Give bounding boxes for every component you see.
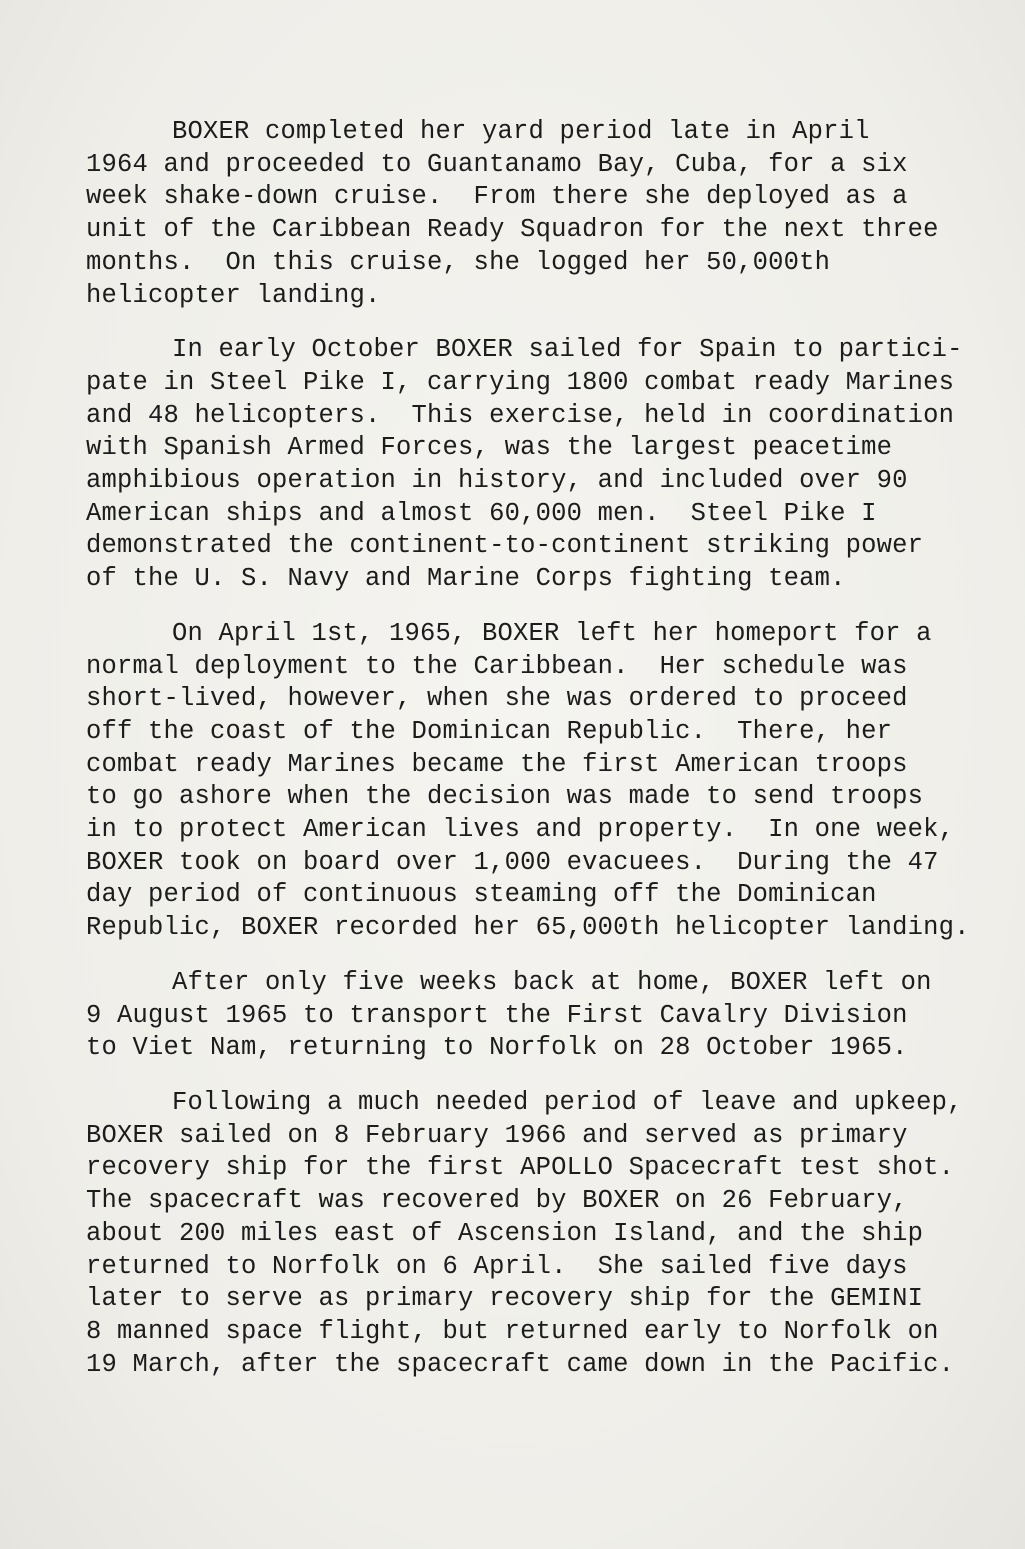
paragraph-shakedown	[86, 116, 1011, 312]
text-line: with Spanish Armed Forces, was the largest peacetime	[86, 433, 893, 463]
text-line: combat ready Marines became the first American troops	[86, 749, 908, 779]
paragraph-apollo-gemini	[86, 1087, 1011, 1381]
text-line: Following a much needed period of leave and upkeep,	[172, 1087, 963, 1117]
text-line: months. On this cruise, she logged her 50,000th	[86, 247, 831, 277]
text-line: in to protect American lives and property. In one week,	[86, 815, 955, 845]
text-line: off the coast of the Dominican Republic. There, her	[86, 716, 893, 746]
paragraph-viet-nam	[86, 967, 1011, 1065]
text-line: to Viet Nam, returning to Norfolk on 28 October 1965.	[86, 1033, 908, 1063]
text-line: normal deployment to the Caribbean. Her schedule was	[86, 651, 908, 681]
text-line: American ships and almost 60,000 men. Steel Pike I	[86, 498, 877, 528]
text-line: helicopter landing.	[86, 280, 381, 310]
text-line: short-lived, however, when she was ordered to proceed	[86, 684, 908, 714]
text-line: On April 1st, 1965, BOXER left her homeport for a	[172, 618, 932, 648]
text-line: 8 manned space flight, but returned early to Norfolk on	[86, 1316, 939, 1346]
text-line: day period of continuous steaming off the Dominican	[86, 880, 877, 910]
text-line: and 48 helicopters. This exercise, held in coordination	[86, 400, 955, 430]
text-line: unit of the Caribbean Ready Squadron for the next three	[86, 215, 939, 245]
paragraph-dominican-republic	[86, 618, 1011, 945]
paragraph-steel-pike	[86, 334, 1011, 596]
text-line: In early October BOXER sailed for Spain to partici-	[172, 335, 963, 365]
text-line: of the U. S. Navy and Marine Corps fighting team.	[86, 564, 846, 594]
text-line: BOXER sailed on 8 February 1966 and served as primary	[86, 1120, 908, 1150]
text-line: Republic, BOXER recorded her 65,000th helicopter landing.	[86, 913, 970, 943]
text-line: BOXER took on board over 1,000 evacuees. During the 47	[86, 847, 939, 877]
text-line: After only five weeks back at home, BOXER left on	[172, 967, 932, 997]
text-line: about 200 miles east of Ascension Island, and the ship	[86, 1218, 924, 1248]
text-line: returned to Norfolk on 6 April. She sailed five days	[86, 1251, 908, 1281]
text-line: 19 March, after the spacecraft came down in the Pacific.	[86, 1349, 955, 1379]
text-line: demonstrated the continent-to-continent striking power	[86, 531, 924, 561]
text-line: 1964 and proceeded to Guantanamo Bay, Cuba, for a six	[86, 149, 908, 179]
text-line: pate in Steel Pike I, carrying 1800 combat ready Marines	[86, 367, 955, 397]
document-body	[86, 116, 1011, 1403]
text-line: The spacecraft was recovered by BOXER on 26 February,	[86, 1186, 908, 1216]
text-line: to go ashore when the decision was made to send troops	[86, 782, 924, 812]
text-line: 9 August 1965 to transport the First Cavalry Division	[86, 1000, 908, 1030]
text-line: recovery ship for the first APOLLO Spacecraft test shot.	[86, 1153, 955, 1183]
text-line: week shake-down cruise. From there she deployed as a	[86, 182, 908, 212]
text-line: later to serve as primary recovery ship for the GEMINI	[86, 1284, 924, 1314]
text-line: BOXER completed her yard period late in April	[172, 117, 870, 146]
text-line: amphibious operation in history, and included over 90	[86, 466, 908, 496]
